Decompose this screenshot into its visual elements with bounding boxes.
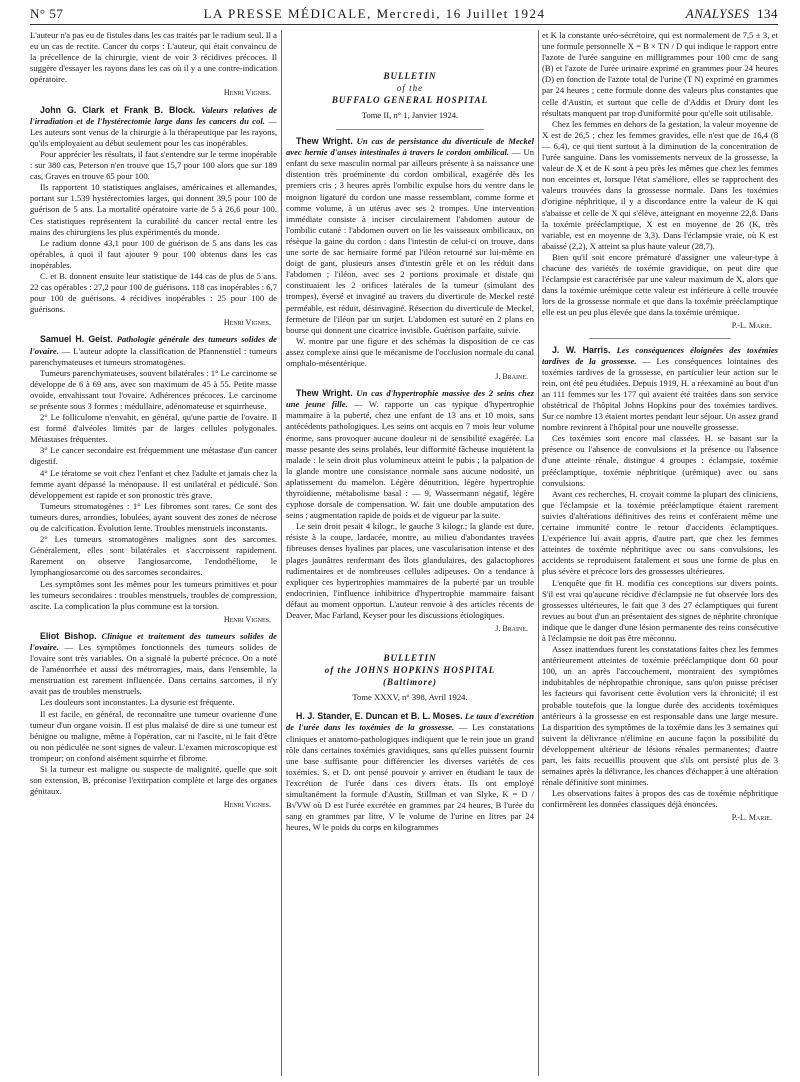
- article-author: Thew Wright.: [296, 388, 353, 399]
- paragraph: Tumeurs parenchymateuses, souvent bilatérales : 1° Le carcinome se développe de 6 à 69 ans, avec son maximum de 45 à 55. Petite masse ovoïde, envahissant tout l'ovaire. Adhérences précoces. Le carcinome se présente sous 3 formes : médullaire, adénomateuse et squirrheuse.: [30, 367, 277, 411]
- article-text: — W. rapporte un cas typique d'hypertrophie mammaire à la puberté, chez une enfant de 13 ans et 10 mois, sans antécédents pathologiques. Les seins ont acquis en 7 mois leur volume énorme, sans provoquer aucune douleur ni de sensibilité exagérée. La masse pesante des seins prolabés, leur difformité fâcheuse inquiètent la malade : le sein droit plus volumineux atteint le pubis ; la palpation de la glande montre une consistance normale sans aucune nodosité, un aplatissement du mamelon. Légère dénutrition, légère hypertrophie thyroïdienne, métabolisme basal : — 9, Wassermann négatif, légère cyphose dorsale de compensation. W. fait une double amputation des seins ; augmentation rapide de poids et de vigueur par la suite.: [286, 399, 534, 521]
- column-divider-1: [281, 30, 282, 1076]
- separator: [589, 338, 731, 339]
- paragraph: Assez inattendues furent les constatations faites chez les femmes antérieurement atteintes de toxémie prééclamptique dont 60 pour 100, un an après l'accouchement, montraient des symptômes indubitables de néphropathie chronique, sans qu'on puisse préciser les facteurs qui favorisent cette évolution vers la chronicité; il est probable toutefois que la longue durée des accidents toxémiques antérieurs à la grossesse en est responsable dans une large mesure. La disparition des symptômes de la toxémie dans les 3 semaines qui suivent la délivrance n'élimine en aucune façon la possibilité du développement ultérieur de lésions rénales permanentes; d'autre part, les faits recueillis prouvent que s'ils ont persisté plus de 3 semaines après la délivrance, les chances d'échapper à une altération rénale définitive sont minimes.: [542, 644, 778, 788]
- paragraph: Les symptômes sont les mêmes pour les tumeurs primitives et pour les tumeurs secondaires : troubles menstruels, troubles de compression, ascite. La complication la plus commune est la torsion.: [30, 578, 277, 611]
- article-lead: [30, 105, 277, 149]
- article-text: — L'auteur adopte la classification de Pfannenstiel : tumeurs parenchymateuses et tumeurs stromatogènes.: [30, 345, 277, 367]
- article-lead: [286, 711, 534, 833]
- article-text: — Un enfant du sexe masculin normal par ailleurs présente à sa naissance une distention très proéminente du cordon ombilical, exagérée dès les premiers cris ; 3 heures après l'ombilic expulse hors du ventre dans le moignon ligaturé du cordon une masse ressemblant, comme forme et comme volume, à un utérus avec ses 2 trompes. Une intervention immédiate consiste à inciser circulairement l'abdomen autour de l'ombilic cutané : l'abdomen ouvert on lie les vaisseaux ombilicaux, on résèque la gaine du cordon : dans l'intestin de celui-ci on trouve, dans une sorte de sac herniaire formé par l'iléon retourné sur lui-même en doigt de gant, plusieurs anses d'intestin grêle et on les réduit dans l'abdomen ; l'iléon, avec ses 2 portions proximale et distale qui constituaient les 2 orifices latérales de la tumeur (simulant des trompes), éversé et invaginé au travers du diverticule de Meckel resté perméable, est réduit, désinvaginé. Résection du diverticule de Meckel, fermeture de l'iléon par un surjet. L'abdomen est suturé en 2 plans en bourse qui donnent une cicatrice invisible. Guérison parfaite, suivie.: [286, 147, 534, 335]
- article-title: Pathologie générale des tumeurs solides de l'ovaire.: [30, 334, 277, 356]
- page-header: [30, 4, 778, 24]
- article-stander: [286, 711, 534, 833]
- bulletin-date: Tome II, n° 1, Janvier 1924.: [361, 110, 459, 120]
- header-rule: [30, 24, 778, 25]
- article-title: Un cas d'hypertrophie massive des 2 seins chez une jeune fille.: [286, 388, 534, 410]
- article-author: Eliot Bishop.: [40, 630, 97, 641]
- article-text: — Les auteurs sont venus de la chirurgie à la thérapeutique par les rayons, qu'ils employaient au début seulement pour les cas inopérables.: [30, 115, 277, 148]
- signature: J. Braine.: [495, 372, 528, 382]
- article-wright-meckel: [286, 136, 534, 382]
- paragraph: Si la tumeur est maligne ou suspecte de malignité, quelle que soit son extension, B. préconise l'extirpation complète et large des organes génitaux.: [30, 764, 277, 797]
- separator: [336, 129, 485, 130]
- paragraph: W. montre par une figure et des schémas la disposition de ce cas assez complexe ainsi que le mécanisme de l'occlusion normale du canal omphalo-mésentérique.: [286, 335, 534, 368]
- article-author: H. J. Stander, E. Duncan et B. L. Moses.: [296, 711, 463, 722]
- signature: P.-L. Marie.: [731, 813, 772, 823]
- article-text: — Les symptômes fonctionnels des tumeurs solides de l'ovaire sont très variables. On a signalé la puberté précoce. On a noté de l'aménorrhée et aussi des métrorragies, mais, dans l'ensemble, la menstruation est rarement influencée. Dans certains sarcomes, il n'y avait pas de troubles menstruels.: [30, 641, 277, 697]
- article-geist: [30, 334, 277, 624]
- article-stander-continued: [542, 30, 778, 332]
- article-text: — Les conséquences lointaines des toxémies tardives de la grossesse, en particulier leur action sur le rein, ont été peu étudiées. Depuis 1919, H. a réexaminé au bout d'un an 111 femmes sur les 177 qui avaient été traitées dans son service obstétrical de l'hôpital Johns Hopkins pour des toxémies tardives. Sur ce nombre 13 étaient mortes pendant leur séjour. Un assez grand nombre revinrent à l'hôpital pour une nouvelle grossesse.: [542, 355, 778, 433]
- page-number: 134: [756, 6, 778, 21]
- bulletin-city: (Baltimore): [383, 677, 437, 688]
- issue-number: N° 57: [30, 6, 64, 21]
- article-lead: [30, 334, 277, 367]
- paragraph: Les observations faites à propos des cas de toxémie néphritique confirmèrent les données classiques déjà énoncées.: [542, 788, 778, 810]
- section-and-page: [686, 6, 778, 22]
- article-harris: [542, 345, 778, 824]
- article-text: — Les constatations cliniques et anatomo-pathologiques indiquent que le rein joue un grand rôle dans certaines toxémies gravidiques, sans qu'elles puissent fournir une base suffisante pour différencier les diverses variétés de ces toxémies. S. et D. ont pensé pouvoir y arriver en étudiant le taux de l'excrétion de l'urée dans ces divers états. Ils ont employé simultanément la formule d'Austin, Stillman et van Slyke, K = D / B√VW où D est l'urée excrétée en grammes par 24 heures, B l'urée du sang en grammes par litre, V le volume de l'urine en litres par 24 heures, W le poids du corps en kilogrammes: [286, 722, 534, 833]
- article-author: John G. Clark et Frank B. Block.: [40, 104, 196, 115]
- column-2: [286, 30, 534, 1078]
- journal-title: LA PRESSE MÉDICALE, Mercredi, 16 Juillet 1924: [203, 6, 546, 21]
- signature: P.-L. Marie.: [731, 321, 772, 331]
- paragraph: et K la constante uréo-sécrétoire, qui est normalement de 7,5 ± 3, et une formule personnelle X = B × TN / D qui indique le rapport entre l'azote de l'urée sanguine en milligrammes pour 100 cmc de sang (B) et l'azote de l'urée urinaire exprimé en grammes pour 24 heures (D) en fonction de l'azote total de l'urine (T N) exprimé en grammes par 24 heures ; cette formule donne des valeurs plus constantes que celle d'Austin, et surtout que celle de d'Addis et Drury dont les résultats manquent par trop d'uniformité pour qu'elle soit utilisable.: [542, 30, 778, 118]
- article-bishop: [30, 631, 277, 811]
- bulletin-hospital: BUFFALO GENERAL HOSPITAL: [331, 95, 489, 105]
- column-1: [30, 30, 277, 1078]
- paragraph: Pour apprécier les résultats, il faut s'entendre sur le terme inopérable : sur 380 cas, Peterson n'en trouve que 15,7 pour 100 alors que sur 189 cas, Graves en trouve 65 pour 100.: [30, 148, 277, 182]
- bulletin-heading: BULLETIN: [383, 71, 437, 81]
- article-lead: [286, 136, 534, 336]
- article-title: Le taux d'excrétion de l'urée dans les toxémies de la grossesse.: [286, 711, 534, 733]
- article-title: Valeurs relatives de l'irradiation et de l'hystérectomie large dans les cancers du col.: [30, 104, 277, 126]
- paragraph: Avant ces recherches, H. croyait comme la plupart des cliniciens, que l'éclampsie et la toxémie prééclamptique étaient rarement suivies d'altérations définitives des reins et conféraient même une certaine immunité contre le retour d'accidents éclamptiques. L'expérience lui avait appris, d'autre part, que chez les femmes atteintes de toxémie néphritique avec ou sans convulsions, les accidents se reproduisent fatalement et sous une forme de plus en plus sévère et précoce lors des grossesses ultérieures.: [542, 488, 778, 577]
- article-clark-block: [30, 105, 277, 329]
- paragraph: Bien qu'il soit encore prématuré d'assigner une valeur-type à chacune des variétés de toxémie gravidique, on peut dire que l'éclampsie est caractérisée par une valeur maximum de X, alors que dans la toxémie urémique cette valeur est inférieure à celle trouvée lors de la grossesse normale et que dans la toxémie prééclamptique elle est un peu plus élevée que dans la toxémie urémique.: [542, 251, 778, 318]
- paragraph: Les douleurs sont inconstantes. La dysurie est fréquente.: [40, 697, 235, 708]
- signature: Henri Vignes.: [223, 614, 271, 624]
- paragraph: Ces toxémies sont encore mal classées. H. se basant sur la présence ou l'absence de convulsions et la présence ou l'absence d'une atteinte rénale, distingue 4 groupes : éclampsie, toxémie prééclamptique, toxémie néphritique (urémique) avec ou sans convulsions.: [542, 433, 778, 488]
- section-label: ANALYSES: [685, 6, 750, 21]
- article-lead: [30, 631, 277, 698]
- paragraph: Ils rapportent 10 statistiques anglaises, américaines et allemandes, portant sur 1.539 hystérectomies larges, qui donnent 39,5 pour 100 de guérison de 5 ans. La mortalité opératoire varie de 5 à 26,6 pour 100. Ces statistiques représentent la curabilité du cancer rectal entre les mains des chirurgiens les plus expérimentés du monde.: [30, 182, 277, 237]
- paragraph: L'enquête que fit H. modifia ces conceptions sur divers points. S'il est vrai qu'aucune récidive d'éclampsie ne fut observée lors des grossesses ultérieures, le fait que 3 des 27 éclamptiques qui furent revues au bout d'un an présentaient des signes de néphrite chronique indique que le danger d'une lésion permanente des reins consécutive à l'éclampsie ne doit pas être méconnu.: [542, 577, 778, 643]
- paragraph: Le radium donne 43,1 pour 100 de guérison de 5 ans dans les cas opérables, à quoi il faut ajouter 9 pour 100 obtenus dans les cas inopérables.: [30, 237, 277, 270]
- article-wright-hypertrophie: [286, 388, 534, 634]
- paragraph: Chez les femmes en dehors de la gestation, la valeur moyenne de X est de 26,5 ; chez les femmes gravides, elle n'est que de 16,4 (8 — 6,4), ce qui tient surtout à la diminution de la concentration de l'urée sanguine. Dans les vomissements nerveux de la grossesse, la valeur de X et de K sont à peu près les mêmes que chez les femmes non enceintes et, lorsque l'état s'améliore, elles se rapprochent des valeurs trouvées dans la grossesse normale. Dans les toxémies d'origine néphritique, il y a discordance entre la valeur de K qui s'abaisse et celle de X qui s'élève, atteignant en moyenne 22,8. Dans la toxémie prééclamptique, X est en moyenne de 26 (K, très variable, est en moyenne de 3,3). Dans l'éclampsie vraie, où K est abaissé (2,2), X atteint sa plus haute valeur (28,7).: [542, 118, 778, 251]
- column-3: [542, 30, 778, 1078]
- paragraph: 4° Le tératome se voit chez l'enfant et chez l'adulte et jamais chez la femme ayant dépassé la ménopause. Il est unilatéral et pédiculé. Son développement est rapide et son pronostic très grave.: [30, 467, 277, 500]
- paragraph: Le sein droit pesait 4 kilogr., le gauche 3 kilogr.; la glande est dure, résiste à la coupe, lardacée, montre, au milieu d'abondantes travées fibreuses denses hyalines par places, une vascularisation intense et des plages jaunâtres renfermant des îlots glandulaires, des galactophores rudimentaires et de nombreuses cellules adipeuses. On a tendance à expliquer ces hypertrophies mammaires de la puberté par un trouble endocrinien, l'influence inhibitrice d'hypertrophie mammaire faisant défaut au moment opportun. L'auteur renvoie à des articles récents de Deaver, Mac Farland, Keyser pour les discussions étiologiques.: [286, 521, 534, 621]
- signature: Henri Vignes.: [223, 88, 271, 98]
- paragraph: 2° Le folliculome n'envahit, en général, qu'une partie de l'ovaire. Il est formé d'alvéoles limités par de larges cellules polygonales. Métastases fréquentes.: [30, 412, 277, 445]
- paragraph: 2° Les tumeurs stromatogènes malignes sont des sarcomes. Généralement, elles sont bilatérales et s'accroissent rapidement. Rarement on observe l'angiosarcome, l'endothéliome, le lymphangiosarcome ou des sarcomes secondaires.: [30, 534, 277, 578]
- bulletin-hospital: of the JOHNS HOPKINS HOSPITAL: [324, 665, 496, 676]
- article-title: Les conséquences éloignées des toxémies tardives de la grossesse.: [542, 344, 778, 366]
- article-lead: [286, 388, 534, 521]
- bulletin-date: Tome XXXV, n° 398, Avril 1924.: [352, 692, 468, 703]
- paragraph: C. et B. donnent ensuite leur statistique de 144 cas de plus de 5 ans. 22 cas opérables : 27,2 pour 100 de guérisons. 118 cas inopérables : 6,7 pour 100 de guérisons. 4 récidives inopérables : 25 pour 100 de guérisons.: [30, 270, 277, 315]
- signature: Henri Vignes.: [223, 800, 271, 810]
- paragraph: L'auteur n'a pas eu de fistules dans les cas traités par le radium seul. Il a eu un cas de rectite. Cancer du corps : L'auteur, qui était convaincu de la précellence de la chirurgie, vient de voir 3 récidives précoces. Il suggère d'essayer les rayons dans les cas où il y a une contre-indication opératoire.: [30, 30, 277, 85]
- paragraph: Il est facile, en général, de reconnaître une tumeur ovarienne d'une tumeur d'un organe voisin. Il est plus malaisé de dire si une tumeur est bénigne ou maligne, même à l'opération, car ni l'ascite, ni le fait d'être ou non pédiculée ne sont signes de valeur. L'examen microscopique est trompeur; on confond aisément squirrhe et fibrome.: [30, 708, 277, 763]
- article-title: Un cas de persistance du diverticule de Meckel avec hernie d'anses intestinales à travers le cordon ombilical.: [286, 136, 534, 158]
- signature: Henri Vignes.: [223, 318, 271, 328]
- bulletin-heading: BULLETIN: [383, 653, 437, 664]
- paragraph: Tumeurs stromatogènes : 1° Les fibromes sont rares. Ce sont des tumeurs dures, arrondies, lobulées, ayant souvent des zones de nécrose ou de calcification. Évolution lente. Troubles menstruels inconstants.: [30, 500, 277, 534]
- bulletin-of: of the: [396, 83, 424, 93]
- column-divider-2: [538, 30, 539, 1076]
- article-author: Thew Wright.: [296, 136, 353, 147]
- paragraph: 3° Le cancer secondaire est fréquemment une métastase d'un cancer digestif.: [30, 445, 277, 467]
- article-continued: [30, 30, 277, 99]
- article-lead: [542, 345, 778, 434]
- article-author: Samuel H. Geist.: [40, 334, 113, 345]
- signature: J. Braine.: [495, 624, 528, 634]
- article-title: Clinique et traitement des tumeurs solides de l'ovaire.: [30, 630, 277, 652]
- article-author: J. W. Harris.: [552, 344, 611, 355]
